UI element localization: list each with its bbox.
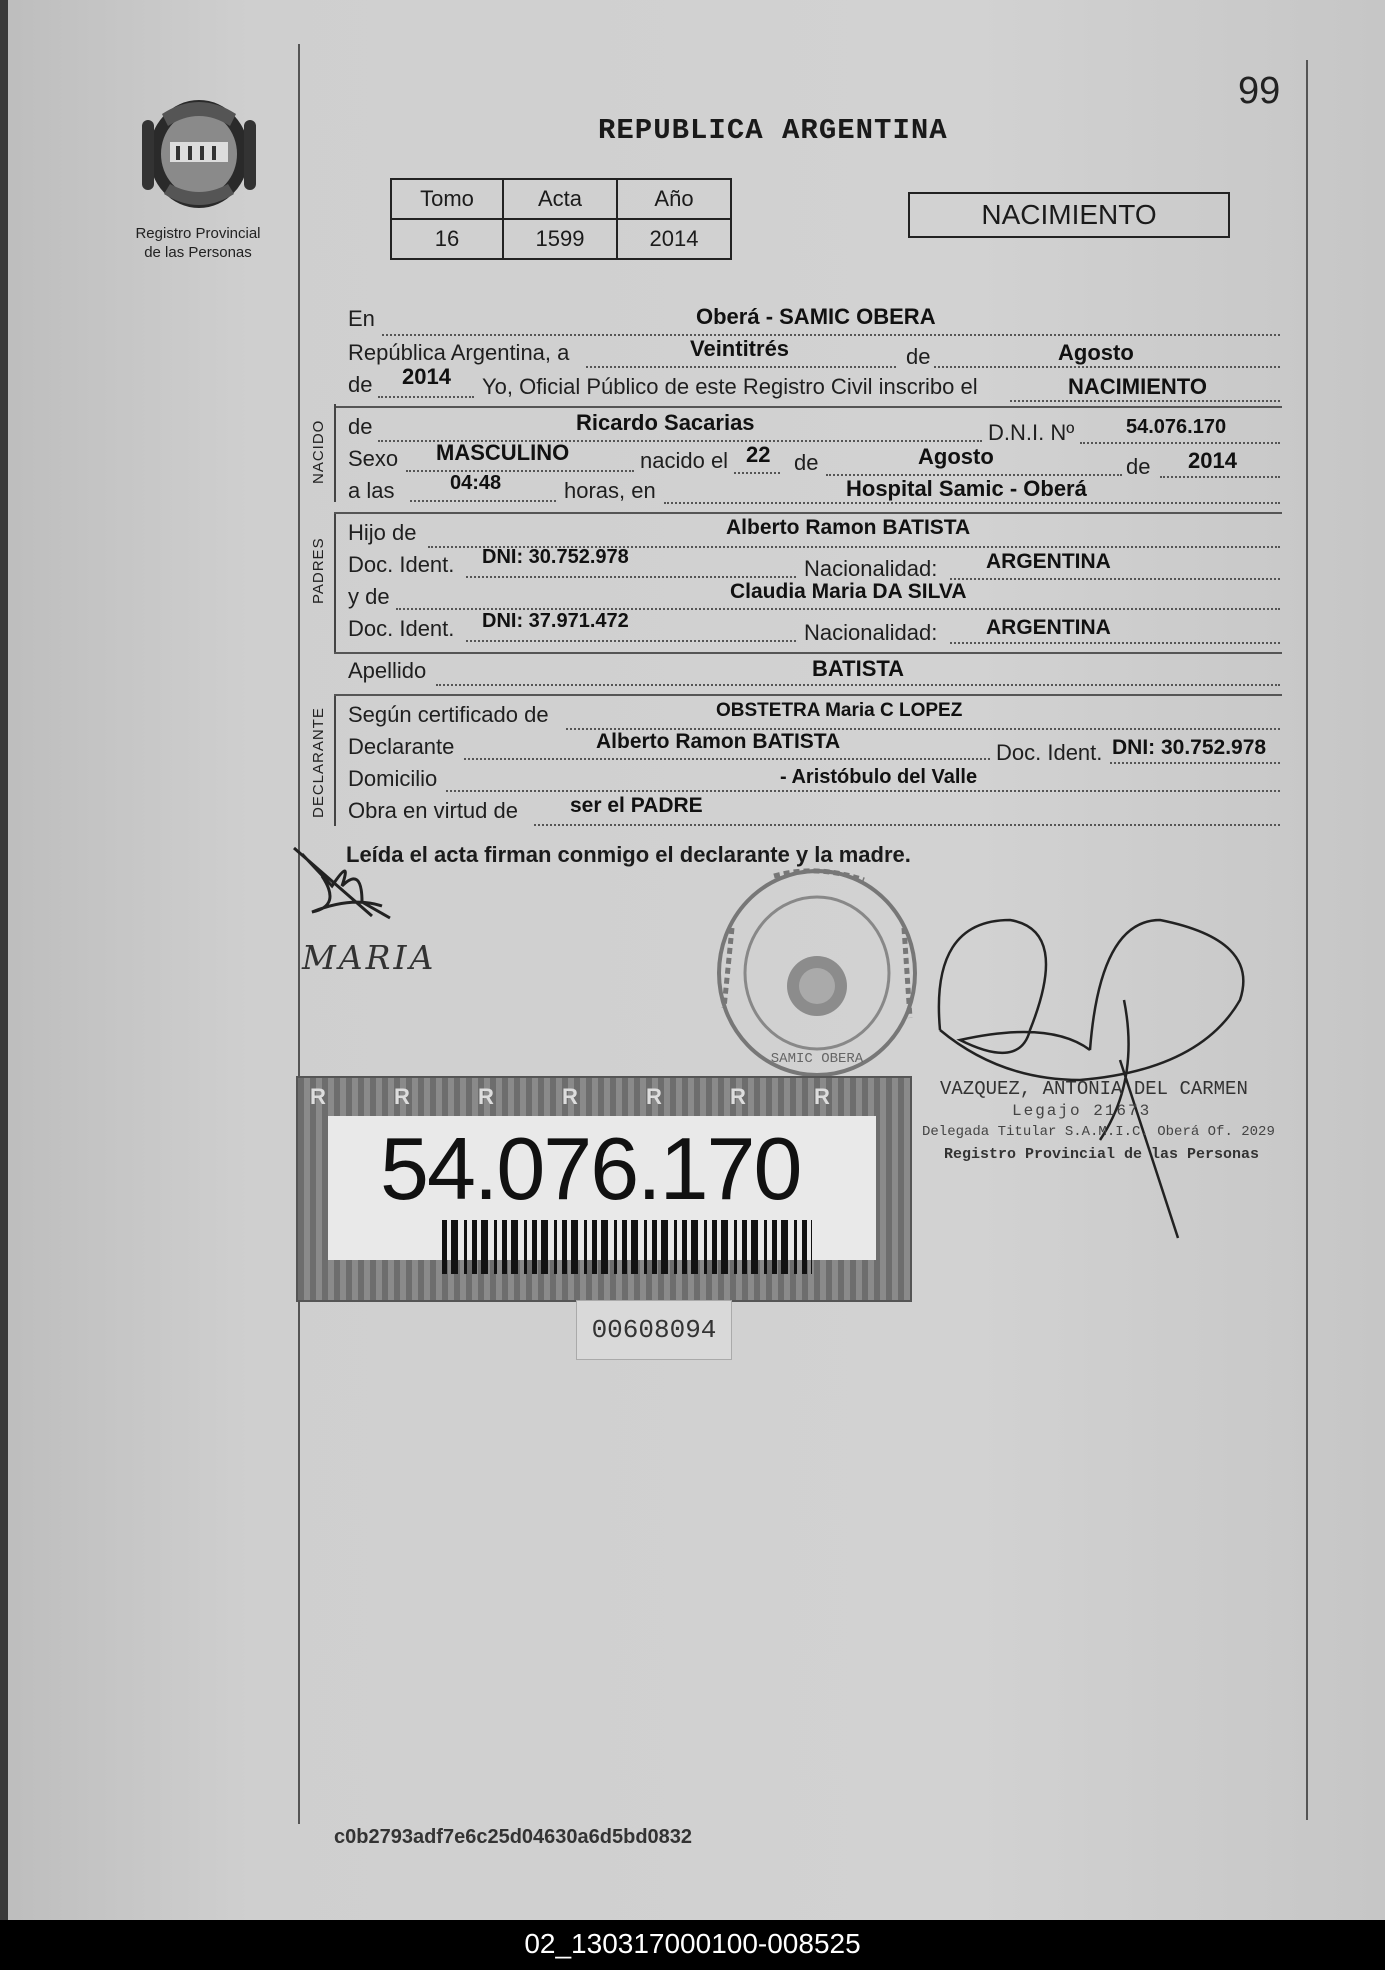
- dotted-line: [534, 824, 1280, 826]
- scan-edge: [0, 0, 8, 1920]
- father-doc: DNI: 30.752.978: [482, 546, 629, 568]
- closing-text: Leída el acta firman conmigo el declarante y la madre.: [346, 842, 911, 867]
- section-divider: [334, 652, 1282, 654]
- domicilio-value: - Aristóbulo del Valle: [780, 766, 978, 788]
- apellido-label: Apellido: [348, 658, 427, 683]
- father-doc-label: Doc. Ident.: [348, 552, 455, 577]
- act-month: Agosto: [1058, 340, 1134, 365]
- official-text: Yo, Oficial Público de este Registro Civil inscribo el: [482, 374, 978, 399]
- act-place: Oberá - SAMIC OBERA: [696, 304, 936, 329]
- declarante-label: Declarante: [348, 734, 455, 759]
- logo-caption-line2: de las Personas: [144, 244, 252, 261]
- declarante-doc-label: Doc. Ident.: [996, 740, 1103, 765]
- en-label: En: [348, 306, 375, 331]
- svg-text:SAMIC OBERA: SAMIC OBERA: [770, 1051, 864, 1067]
- band-pattern-letter: R: [562, 1084, 578, 1109]
- declarante-section-label: DECLARANTE: [310, 707, 327, 818]
- nacido-de-year-label: de: [1126, 454, 1151, 479]
- acta-value: 1599: [503, 219, 617, 259]
- apellido-value: BATISTA: [812, 656, 905, 681]
- acta-header: Acta: [503, 179, 617, 219]
- section-bar: [334, 404, 336, 502]
- declarante-doc: DNI: 30.752.978: [1112, 736, 1267, 759]
- dotted-line: [446, 790, 1280, 792]
- logo-caption: [118, 224, 278, 262]
- nacido-section-label: NACIDO: [310, 419, 327, 484]
- child-name: Ricardo Sacarias: [576, 410, 755, 435]
- mother-doc: DNI: 37.971.472: [482, 610, 629, 632]
- section-divider: [334, 694, 1282, 696]
- tomo-value: 16: [391, 219, 503, 259]
- republica-label: República Argentina, a: [348, 340, 570, 365]
- country-title: REPUBLICA ARGENTINA: [598, 114, 948, 147]
- mother-nationality-label: Nacionalidad:: [804, 620, 938, 645]
- y-de-label: y de: [348, 584, 390, 609]
- section-divider: [334, 512, 1282, 514]
- domicilio-label: Domicilio: [348, 766, 438, 791]
- father-name: Alberto Ramon BATISTA: [726, 516, 971, 539]
- official-legajo: Legajo 21673: [1012, 1102, 1152, 1120]
- dotted-line: [1010, 400, 1280, 402]
- obra-value: ser el PADRE: [570, 794, 703, 817]
- act-year: 2014: [402, 364, 451, 389]
- footer-id: 02_130317000100-008525: [524, 1928, 861, 1959]
- mother-signature-scribble: [292, 846, 402, 922]
- band-pattern-letter: R: [394, 1084, 410, 1109]
- dotted-line: [464, 758, 990, 760]
- birth-place: Hospital Samic - Oberá: [846, 476, 1087, 501]
- dotted-line: [734, 472, 780, 474]
- dni-label: D.N.I. Nº: [988, 420, 1075, 445]
- de-label-year: de: [348, 372, 373, 397]
- dotted-line: [466, 576, 796, 578]
- mother-name: Claudia Maria DA SILVA: [730, 580, 967, 603]
- declarante-name: Alberto Ramon BATISTA: [596, 730, 841, 753]
- dotted-line: [436, 684, 1280, 686]
- dotted-line: [410, 500, 556, 502]
- dotted-line: [1080, 442, 1280, 444]
- dotted-line: [950, 578, 1280, 580]
- dotted-line: [378, 396, 474, 398]
- certificado-label: Según certificado de: [348, 702, 549, 727]
- dotted-line: [586, 366, 896, 368]
- official-signature: [900, 880, 1340, 1260]
- nacido-el-label: nacido el: [640, 448, 729, 473]
- child-sex: MASCULINO: [436, 440, 570, 465]
- section-bar: [334, 696, 336, 826]
- page-number: 99: [1238, 70, 1281, 112]
- birth-time: 04:48: [450, 472, 502, 494]
- handwritten-name: MARIA: [302, 938, 437, 977]
- birth-day: 22: [746, 442, 771, 467]
- father-nationality: ARGENTINA: [986, 550, 1111, 573]
- anio-value: 2014: [617, 219, 731, 259]
- official-stamp: [714, 868, 920, 1078]
- band-pattern-letter: R: [814, 1084, 830, 1109]
- logo-caption-line1: Registro Provincial: [135, 225, 261, 242]
- hijo-de-label: Hijo de: [348, 520, 417, 545]
- band-pattern-letter: R: [478, 1084, 494, 1109]
- registry-table: [390, 178, 732, 260]
- birth-month: Agosto: [918, 444, 994, 469]
- father-nationality-label: Nacionalidad:: [804, 556, 938, 581]
- band-pattern-letter: R: [310, 1084, 326, 1109]
- dotted-line: [934, 366, 1280, 368]
- dotted-line: [1160, 476, 1280, 478]
- act-type-box: NACIMIENTO: [908, 192, 1230, 238]
- official-name: VAZQUEZ, ANTONIA DEL CARMEN: [940, 1078, 1248, 1100]
- birth-year: 2014: [1188, 448, 1237, 473]
- dni-band: [296, 1076, 912, 1302]
- alas-label: a las: [348, 478, 395, 503]
- dotted-line: [664, 502, 1280, 504]
- misiones-logo: [136, 90, 262, 220]
- official-role: Delegada Titular S.A.M.I.C. Oberá Of. 2029: [922, 1124, 1275, 1140]
- act-inscribo: NACIMIENTO: [1068, 374, 1207, 399]
- obra-label: Obra en virtud de: [348, 798, 518, 823]
- dotted-line: [950, 642, 1280, 644]
- mother-doc-label: Doc. Ident.: [348, 616, 455, 641]
- mother-nationality: ARGENTINA: [986, 616, 1111, 639]
- dni-band-panel: [328, 1116, 876, 1260]
- tomo-header: Tomo: [391, 179, 503, 219]
- dotted-line: [406, 470, 634, 472]
- padres-section-label: PADRES: [310, 537, 327, 604]
- left-margin-line: [298, 44, 300, 1824]
- sexo-label: Sexo: [348, 446, 399, 471]
- official-org: Registro Provincial de las Personas: [944, 1146, 1260, 1163]
- nacido-de-label: de: [348, 414, 373, 439]
- document-hash: c0b2793adf7e6c25d04630a6d5bd0832: [334, 1826, 693, 1848]
- act-day-words: Veintitrés: [690, 336, 790, 361]
- horas-label: horas, en: [564, 478, 656, 503]
- dotted-line: [466, 640, 796, 642]
- de-label: de: [906, 344, 931, 369]
- dotted-line: [382, 334, 1280, 336]
- section-bar: [334, 514, 336, 654]
- band-pattern-letter: R: [646, 1084, 662, 1109]
- certificado-value: OBSTETRA Maria C LOPEZ: [716, 700, 963, 721]
- band-pattern-letter: R: [730, 1084, 746, 1109]
- dni-barcode: [442, 1220, 812, 1274]
- dni-number-large: 54.076.170: [380, 1119, 801, 1218]
- anio-header: Año: [617, 179, 731, 219]
- section-divider: [334, 406, 1282, 408]
- child-dni: 54.076.170: [1126, 416, 1227, 438]
- nacido-de-label2: de: [794, 450, 819, 475]
- serial-number: 00608094: [576, 1300, 732, 1360]
- dotted-line: [1110, 762, 1280, 764]
